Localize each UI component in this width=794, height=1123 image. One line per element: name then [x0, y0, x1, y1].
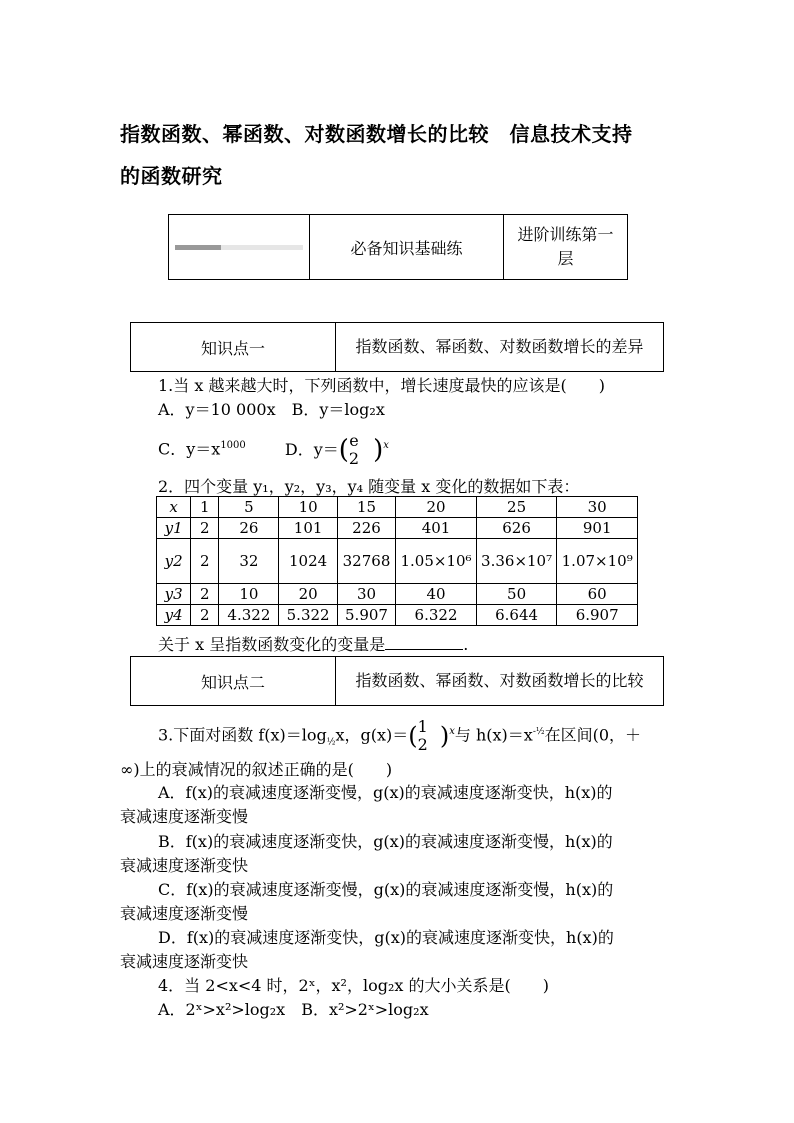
table-cell: 6.322 [396, 605, 477, 626]
q3-a-2: 衰减速度逐渐变慢 [120, 807, 249, 826]
table-cell: y4 [157, 605, 191, 626]
table-cell: 1024 [279, 539, 337, 584]
table-row [157, 497, 638, 518]
table-cell: 5 [219, 497, 279, 518]
table-cell: 26 [219, 518, 279, 539]
table-cell: 1.05×10⁶ [396, 539, 477, 584]
frac-num: e [349, 431, 359, 450]
table-cell: 10 [279, 497, 337, 518]
q3-b-1: B．f(x)的衰减速度逐渐变快，g(x)的衰减速度逐渐变慢，h(x)的 [158, 832, 613, 851]
q3-stem-a: 3.下面对函数 f(x)＝log [158, 725, 327, 745]
q2-tail-text: 关于 x 呈指数函数变化的变量是 [158, 635, 386, 654]
q3-c-2: 衰减速度逐渐变慢 [120, 904, 249, 923]
q3-a-1: A．f(x)的衰减速度逐渐变慢，g(x)的衰减速度逐渐变快，h(x)的 [158, 783, 613, 802]
table-cell: 20 [396, 497, 477, 518]
table-cell: 401 [396, 518, 477, 539]
table-cell: 30 [557, 497, 638, 518]
header-table [168, 214, 628, 280]
progress-bar [175, 245, 303, 250]
title-line1: 指数函数、幂函数、对数函数增长的比较 信息技术支持 [120, 122, 633, 146]
q1-stem: 1.当 x 越来越大时，下列函数中，增长速度最快的应该是( ) [158, 376, 605, 395]
header-middle: 必备知识基础练 [310, 215, 504, 279]
table-cell: 60 [557, 584, 638, 605]
q3-fraction [418, 718, 428, 754]
q1-d-exp: x [383, 440, 389, 452]
kp2-label: 知识点二 [131, 657, 336, 705]
header-right: 进阶训练第一层 [517, 225, 614, 268]
data-table [156, 496, 638, 626]
table-cell: 2 [191, 605, 219, 626]
knowledge-point-1 [130, 322, 664, 372]
q1-fraction [349, 432, 359, 468]
table-cell: 2 [191, 584, 219, 605]
table-cell: y3 [157, 584, 191, 605]
answer-blank [385, 635, 463, 650]
q2-tail: 关于 x 呈指数函数变化的变量是 . [158, 635, 469, 654]
table-row [157, 605, 638, 626]
table-cell: y1 [157, 518, 191, 539]
knowledge-point-2 [130, 656, 664, 706]
paren-left: ( [338, 435, 349, 465]
table-cell: 626 [476, 518, 557, 539]
q1-options-ab [158, 398, 718, 422]
table-cell: 32768 [337, 539, 396, 584]
table-cell: y2 [157, 539, 191, 584]
progress-cell [169, 215, 310, 279]
q1-option-c-exp: 1000 [220, 440, 246, 452]
paren-left: ( [408, 722, 418, 750]
q3-d-2: 衰减速度逐渐变快 [120, 952, 249, 971]
q3-stem-c: 与 h(x)＝x [454, 725, 533, 745]
table-cell: 6.907 [557, 605, 638, 626]
table-row [157, 518, 638, 539]
table-cell: 2 [191, 518, 219, 539]
frac-num: 1 [417, 717, 428, 736]
table-cell: x [157, 497, 191, 518]
table-cell: 1.07×10⁹ [557, 539, 638, 584]
table-cell: 101 [279, 518, 337, 539]
kp2-topic: 指数函数、幂函数、对数函数增长的比较 [355, 671, 644, 690]
table-cell: 1 [191, 497, 219, 518]
table-cell: 40 [396, 584, 477, 605]
data-table-body [157, 497, 638, 626]
table-cell: 10 [219, 584, 279, 605]
table-cell: 5.907 [337, 605, 396, 626]
q3-stem-d: 在区间(0，＋ [544, 725, 642, 745]
q4-stem: 4．当 2<x<4 时，2ˣ，x²，log₂x 的大小关系是( ) [158, 976, 549, 995]
table-cell: 5.322 [279, 605, 337, 626]
frac-den: 2 [348, 449, 360, 468]
q3-b-2: 衰减速度逐渐变快 [120, 856, 249, 875]
title-line2: 的函数研究 [120, 164, 223, 188]
kp1-label: 知识点一 [131, 323, 336, 371]
paren-right: ) [439, 722, 450, 750]
table-cell: 30 [337, 584, 396, 605]
q3-d-1: D．f(x)的衰减速度逐渐变快，g(x)的衰减速度逐渐变快，h(x)的 [158, 928, 614, 947]
table-row [157, 539, 638, 584]
table-cell: 901 [557, 518, 638, 539]
q3-stem-b: x，g(x)＝ [335, 725, 409, 745]
table-cell: 25 [476, 497, 557, 518]
progress-fill [175, 245, 221, 250]
q3-c-1: C．f(x)的衰减速度逐渐变慢，g(x)的衰减速度逐渐变慢，h(x)的 [158, 880, 614, 899]
q3-stem-1: 3.下面对函数 $f(x)=\log_{\frac{1}{2}}x$，g(x)＝( 1 2 )$^x$与 $h(x)=x^{-\frac{1}{2}}$在区间(0，＋ [158, 717, 642, 754]
kp1-topic: 指数函数、幂函数、对数函数增长的差异 [355, 337, 644, 356]
frac-den: 2 [417, 735, 428, 754]
q1-option-b: B．y＝log₂x [291, 400, 385, 419]
table-cell: 32 [219, 539, 279, 584]
table-cell: 6.644 [476, 605, 557, 626]
q1-option-c: C．y＝x [158, 439, 221, 459]
table-cell: 50 [476, 584, 557, 605]
q1-option-a: A．y＝10 000x [158, 400, 276, 419]
table-cell: 4.322 [219, 605, 279, 626]
q1-options-cd [158, 432, 718, 468]
table-cell: 15 [337, 497, 396, 518]
q3-stem-2: ∞)上的衰减情况的叙述正确的是( ) [120, 760, 393, 779]
paren-right: ) [373, 435, 384, 465]
q2-stem: 2．四个变量 y₁，y₂，y₃，y₄ 随变量 x 变化的数据如下表： [158, 477, 580, 496]
table-cell: 2 [191, 539, 219, 584]
q4-options-ab: A．2ˣ>x²>log₂x B．x²>2ˣ>log₂x [158, 1000, 429, 1019]
table-cell: 3.36×10⁷ [476, 539, 557, 584]
table-cell: 20 [279, 584, 337, 605]
table-cell: 226 [337, 518, 396, 539]
table-row [157, 584, 638, 605]
q1-option-d: D．y＝ [284, 439, 339, 459]
